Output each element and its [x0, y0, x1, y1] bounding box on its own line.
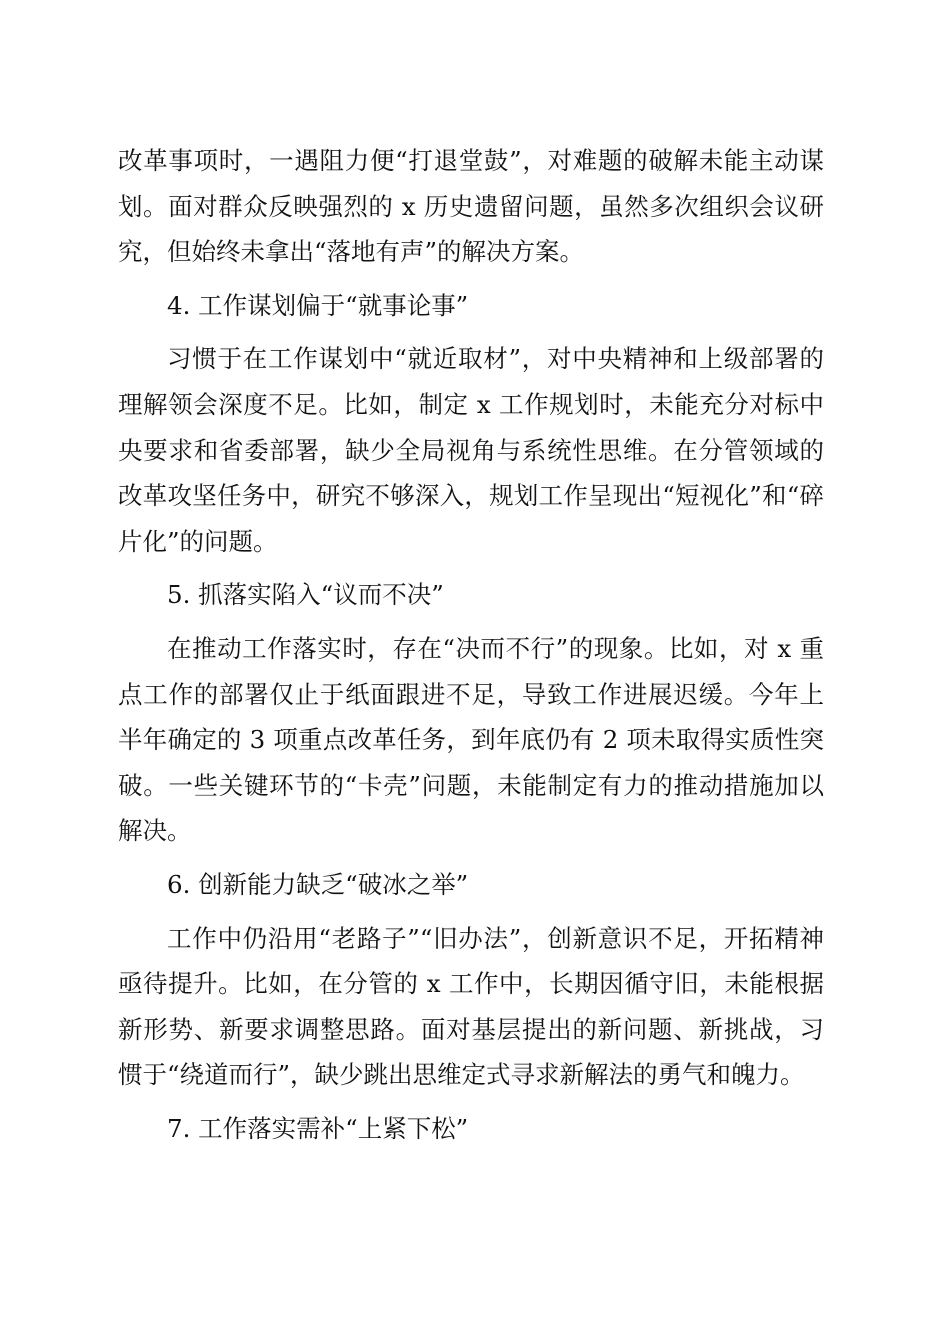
document-body: [118, 138, 824, 1159]
section-heading-5: 5. 抓落实陷入“议而不决”: [167, 580, 444, 610]
section-heading-6: 6. 创新能力缺乏“破冰之举”: [167, 869, 469, 899]
section-heading-4: 4. 工作谋划偏于“就事论事”: [167, 290, 469, 320]
paragraph-section-4: 习惯于在工作谋划中“就近取材”，对中央精神和上级部署的理解领会深度不足。比如，制定 x 工作规划时，未能充分对标中央要求和省委部署，缺少全局视角与系统性思维。在分管领域的改革攻坚任务中，研究不够深入，规划工作呈现出“短视化”和“碎片化”的问题。: [118, 344, 824, 556]
section-heading-7: 7. 工作落实需补“上紧下松”: [167, 1113, 469, 1143]
paragraph-section-5: 在推动工作落实时，存在“决而不行”的现象。比如，对 x 重点工作的部署仅止于纸面跟进不足，导致工作进展迟缓。今年上半年确定的 3 项重点改革任务，到年底仍有 2 项未取得实质性突破。一些关键环节的“卡壳”问题，未能制定有力的推动措施加以解决。: [118, 633, 824, 846]
paragraph-reform-continuation: 改革事项时，一遇阻力便“打退堂鼓”，对难题的破解未能主动谋划。面对群众反映强烈的 x 历史遗留问题，虽然多次组织会议研究，但始终未拿出“落地有声”的解决方案。: [118, 146, 824, 267]
paragraph-section-6: 工作中仍沿用“老路子”“旧办法”，创新意识不足，开拓精神亟待提升。比如，在分管的 x 工作中，长期因循守旧，未能根据新形势、新要求调整思路。面对基层提出的新问题、新挑战，习惯于“绕道而行”，缺少跳出思维定式寻求新解法的勇气和魄力。: [118, 923, 824, 1090]
